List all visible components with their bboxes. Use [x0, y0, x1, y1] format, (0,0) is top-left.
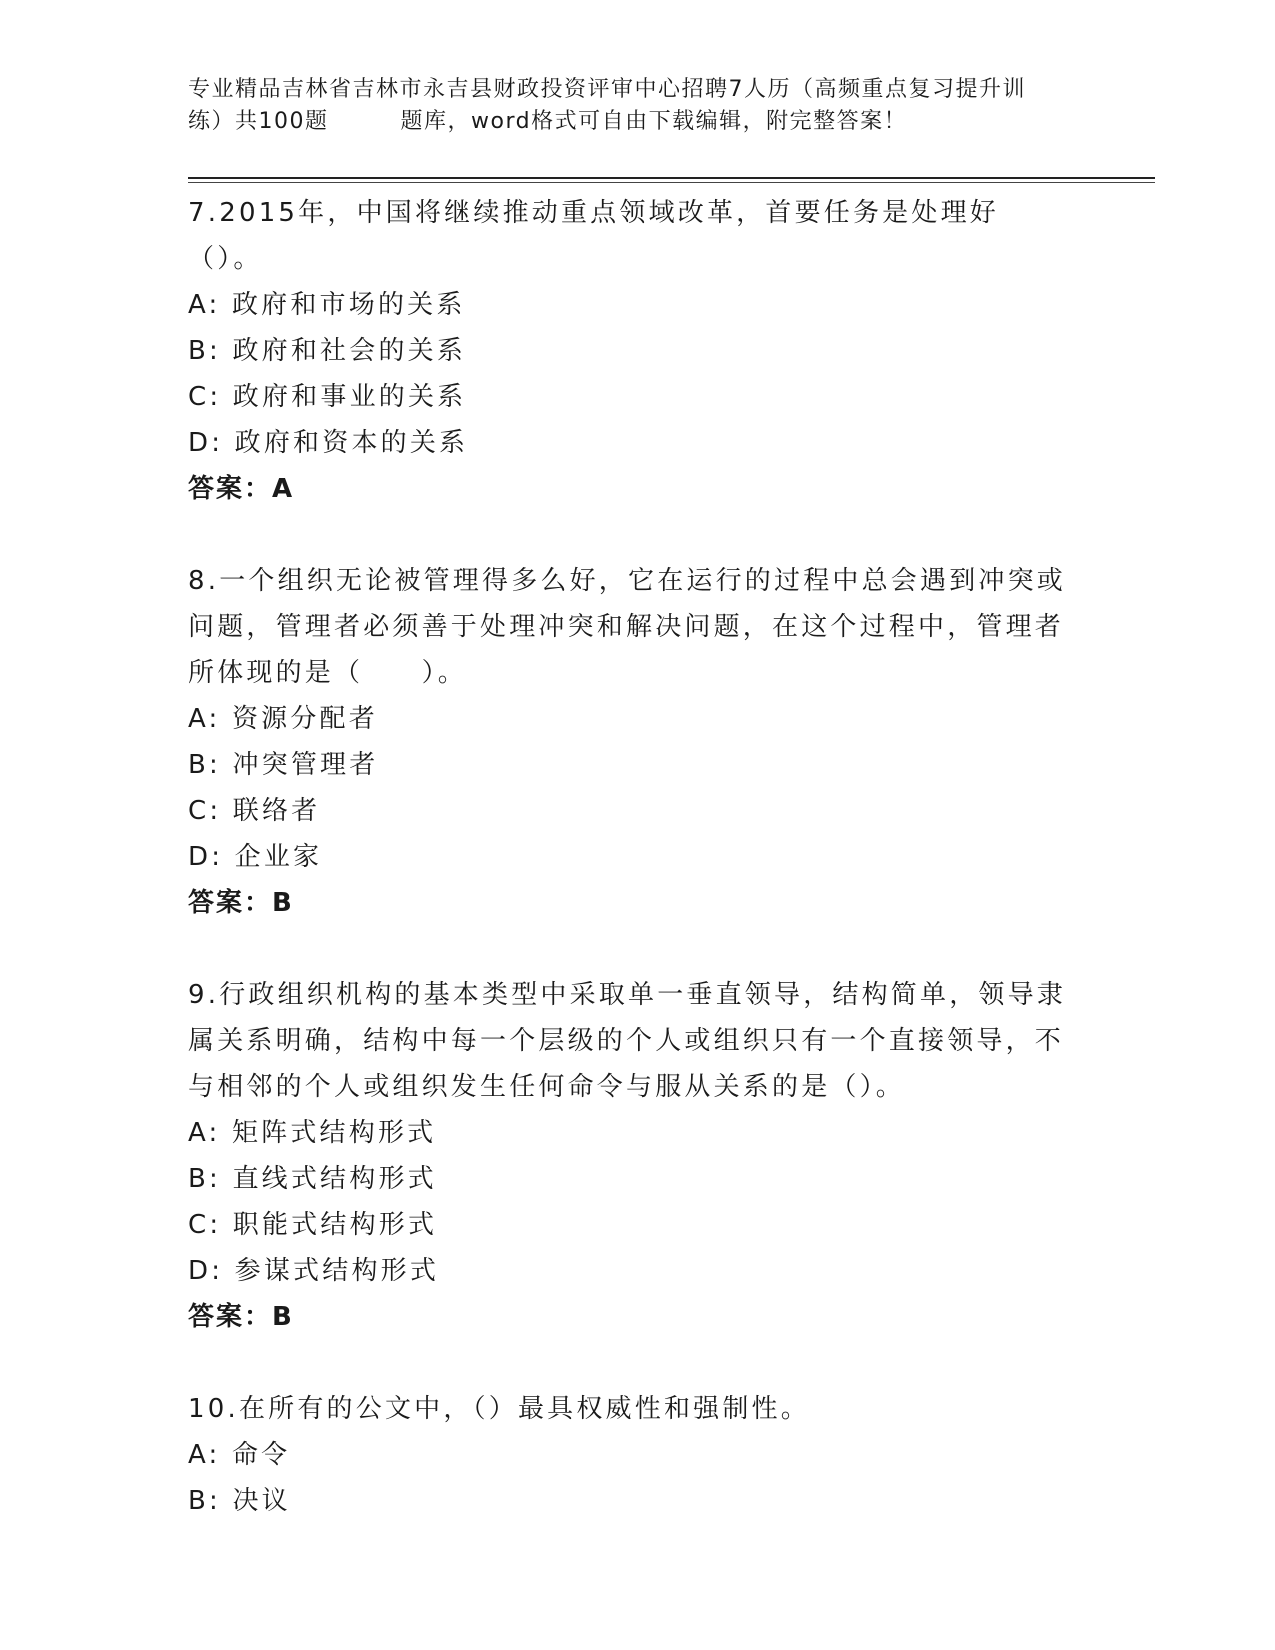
header-title-line-2-part-1: 练）共100题 — [188, 109, 329, 134]
document-header — [188, 74, 1088, 138]
option-d: D: 企业家 — [188, 842, 323, 872]
question-stem-line-1: 9.行政组织机构的基本类型中采取单一垂直领导，结构简单，领导隶 — [188, 980, 1067, 1010]
answer: 答案：B — [188, 1302, 294, 1332]
question-stem: 10.在所有的公文中，（）最具权威性和强制性。 — [188, 1394, 810, 1424]
option-b: B: 直线式结构形式 — [188, 1164, 437, 1194]
option-c: C: 联络者 — [188, 796, 321, 826]
option-c: C: 政府和事业的关系 — [188, 382, 467, 412]
question-stem-line-3: 与相邻的个人或组织发生任何命令与服从关系的是（）。 — [188, 1072, 906, 1102]
question-8 — [188, 558, 1068, 926]
option-a: A: 政府和市场的关系 — [188, 290, 466, 320]
question-9 — [188, 972, 1068, 1340]
question-stem-line-3: 所体现的是（ ）。 — [188, 658, 468, 688]
question-stem-line-1: 8.一个组织无论被管理得多么好，它在运行的过程中总会遇到冲突或 — [188, 566, 1067, 596]
option-b: B: 政府和社会的关系 — [188, 336, 467, 366]
answer: 答案：B — [188, 888, 294, 918]
question-stem-line-2: 问题，管理者必须善于处理冲突和解决问题，在这个过程中，管理者 — [188, 612, 1065, 642]
option-b: B: 冲突管理者 — [188, 750, 379, 780]
option-b: B: 决议 — [188, 1486, 291, 1516]
question-list — [188, 190, 1068, 1524]
header-divider-thick — [188, 177, 1155, 179]
header-title-line-2-part-2: 题库，word格式可自由下载编辑，附完整答案！ — [400, 109, 908, 134]
option-a: A: 资源分配者 — [188, 704, 378, 734]
question-10 — [188, 1386, 1068, 1524]
question-7 — [188, 190, 1068, 512]
option-c: C: 职能式结构形式 — [188, 1210, 438, 1240]
option-d: D: 参谋式结构形式 — [188, 1256, 440, 1286]
header-divider-thin — [188, 182, 1155, 183]
option-a: A: 矩阵式结构形式 — [188, 1118, 437, 1148]
header-title-line-1: 专业精品吉林省吉林市永吉县财政投资评审中心招聘7人历（高频重点复习提升训 — [188, 77, 1026, 102]
option-d: D: 政府和资本的关系 — [188, 428, 469, 458]
question-stem: 7.2015年，中国将继续推动重点领域改革，首要任务是处理好（）。 — [188, 198, 999, 274]
option-a: A: 命令 — [188, 1440, 291, 1470]
question-stem-line-2: 属关系明确，结构中每一个层级的个人或组织只有一个直接领导，不 — [188, 1026, 1065, 1056]
answer: 答案：A — [188, 474, 295, 504]
header-title-line-2 — [188, 106, 1088, 138]
